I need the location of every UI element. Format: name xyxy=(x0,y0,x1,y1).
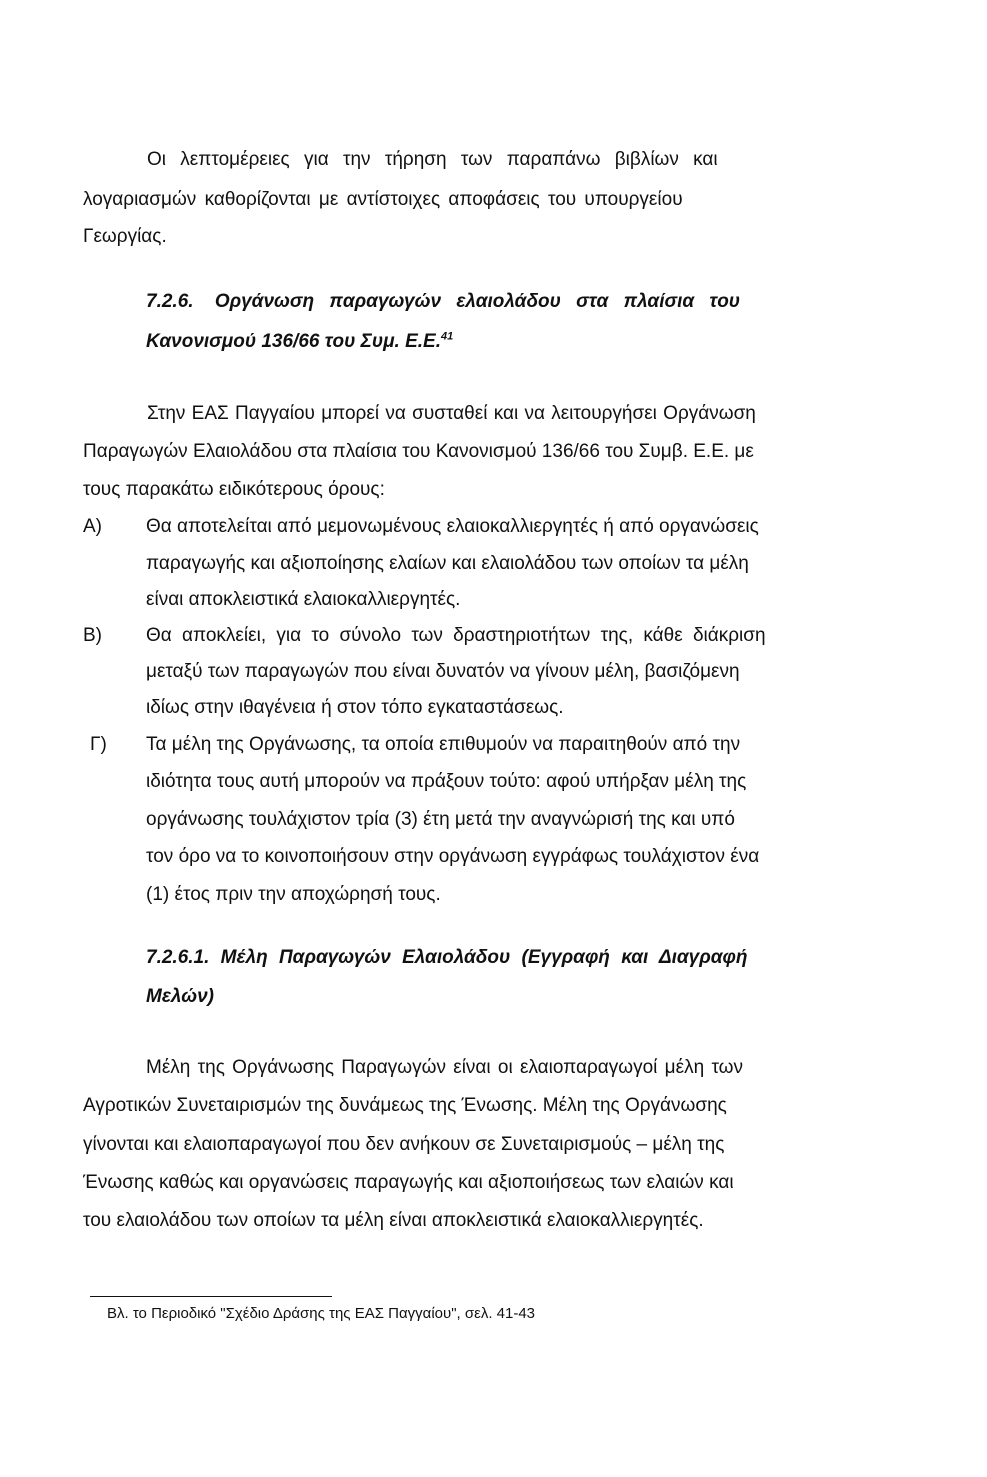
section-7261-title-line-2: Μελών) xyxy=(146,986,214,1007)
section-7261-title-line-1: 7.2.6.1. Μέλη Παραγωγών Ελαιολάδου (Εγγραφή και Διαγραφή xyxy=(146,947,748,968)
item-a-label: Α) xyxy=(83,516,102,537)
intro-line-2: λογαριασμών καθορίζονται με αντίστοιχες αποφάσεις του υπουργείου xyxy=(83,189,683,210)
item-g-label: Γ) xyxy=(90,734,107,755)
item-a-line-1: Θα αποτελείται από μεμονωμένους ελαιοκαλλιεργητές ή από οργανώσεις xyxy=(146,516,759,537)
body2-line-5: του ελαιολάδου των οποίων τα μέλη είναι αποκλειστικά ελαιοκαλλιεργητές. xyxy=(83,1210,704,1231)
section-726-heading-line-2 xyxy=(146,330,453,354)
intro-line-3: Γεωργίας. xyxy=(83,226,167,247)
body1-line-3: τους παρακάτω ειδικότερους όρους: xyxy=(83,479,385,500)
item-a-line-3: είναι αποκλειστικά ελαιοκαλλιεργητές. xyxy=(146,589,461,610)
item-g-line-1: Τα μέλη της Οργάνωσης, τα οποία επιθυμούν να παραιτηθούν από την xyxy=(146,734,741,755)
item-g-line-4: τον όρο να το κοινοποιήσουν στην οργάνωση εγγράφως τουλάχιστον ένα xyxy=(146,846,760,867)
item-g-line-2: ιδιότητα τους αυτή μπορούν να πράξουν τούτο: αφού υπήρξαν μέλη της xyxy=(146,771,747,792)
item-b-label: Β) xyxy=(83,625,102,646)
footnote-text: Βλ. το Περιοδικό "Σχέδιο Δράσης της ΕΑΣ Παγγαίου", σελ. 41-43 xyxy=(107,1305,536,1322)
footnote-ref-41: 41 xyxy=(441,330,454,343)
footnote-separator xyxy=(90,1296,332,1297)
item-g-line-5: (1) έτος πριν την αποχώρησή τους. xyxy=(146,884,441,905)
item-b-line-3: ιδίως στην ιθαγένεια ή στον τόπο εγκαταστάσεως. xyxy=(146,697,564,718)
body1-line-2: Παραγωγών Ελαιολάδου στα πλαίσια του Κανονισμού 136/66 του Συμβ. Ε.Ε. με xyxy=(83,441,754,462)
item-b-line-1: Θα αποκλείει, για το σύνολο των δραστηριοτήτων της, κάθε διάκριση xyxy=(146,625,766,646)
section-726-title-line-1: Οργάνωση παραγωγών ελαιολάδου στα πλαίσια του xyxy=(214,291,741,312)
section-726-title-line-2: Κανονισμού 136/66 του Συμ. Ε.Ε. xyxy=(146,331,441,352)
body1-line-1: Στην ΕΑΣ Παγγαίου μπορεί να συσταθεί και να λειτουργήσει Οργάνωση xyxy=(147,403,756,424)
body2-line-1: Μέλη της Οργάνωσης Παραγωγών είναι οι ελαιοπαραγωγοί μέλη των xyxy=(146,1057,744,1078)
item-g-line-3: οργάνωσης τουλάχιστον τρία (3) έτη μετά την αναγνώρισή της και υπό xyxy=(146,809,735,830)
section-726-number: 7.2.6. xyxy=(146,291,194,312)
body2-line-3: γίνονται και ελαιοπαραγωγοί που δεν ανήκουν σε Συνεταιρισμούς – μέλη της xyxy=(83,1134,725,1155)
intro-line-1: Οι λεπτομέρειες για την τήρηση των παραπάνω βιβλίων και xyxy=(147,149,718,170)
item-b-line-2: μεταξύ των παραγωγών που είναι δυνατόν να γίνουν μέλη, βασιζόμενη xyxy=(146,661,740,682)
section-726-heading-line-1 xyxy=(146,290,740,314)
body2-line-4: Ένωσης καθώς και οργανώσεις παραγωγής και αξιοποιήσεως των ελαιών και xyxy=(83,1172,734,1193)
item-a-line-2: παραγωγής και αξιοποίησης ελαίων και ελαιολάδου των οποίων τα μέλη xyxy=(146,553,749,574)
body2-line-2: Αγροτικών Συνεταιρισμών της δυνάμεως της Ένωσης. Μέλη της Οργάνωσης xyxy=(83,1095,727,1116)
